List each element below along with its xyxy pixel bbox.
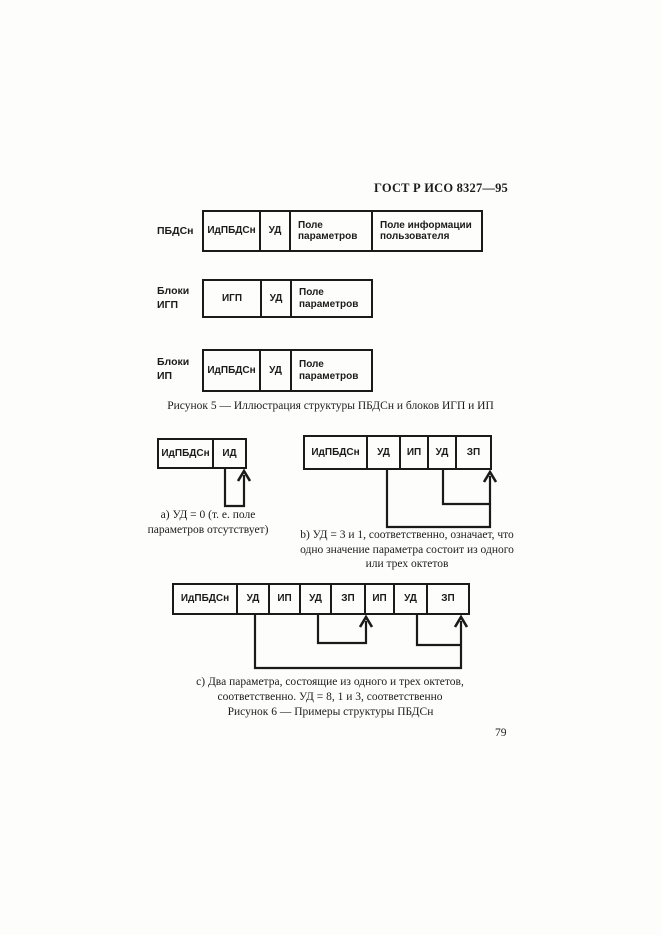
- cell-idpbdsn: ИдПБДСн: [204, 351, 261, 390]
- bracket-line: [255, 614, 461, 668]
- bracket-line: [443, 469, 490, 504]
- diagram-ip-blocks: [202, 349, 373, 392]
- bracket-line: [417, 614, 461, 645]
- page-number: 79: [495, 727, 507, 739]
- diagram-pbdsn: [202, 210, 483, 252]
- up-arrowhead-icon: [455, 617, 467, 627]
- figure6-caption: Рисунок 6 — Примеры структуры ПБДСн: [227, 706, 434, 718]
- up-arrowhead-icon: [360, 617, 372, 627]
- caption-line: с) Два параметра, состоящие из одного и трех октетов,: [196, 676, 464, 688]
- caption-line: или трех октетов: [365, 558, 449, 571]
- cell-zp: ЗП: [441, 593, 455, 605]
- caption-line: b) УД = 3 и 1, соответственно, означает, что: [300, 529, 514, 541]
- cell-parameter-field: Поле параметров: [291, 212, 373, 250]
- caption-line: параметров отсутствует): [147, 523, 269, 536]
- row-label-igp-blocks: Блоки ИГП: [157, 285, 190, 312]
- caption-line: соответственно. УД = 8, 1 и 3, соответственно: [217, 690, 443, 703]
- cell-idpbdsn: ИдПБДСн: [159, 440, 214, 467]
- cell-id: ИД: [222, 447, 237, 459]
- row-label-pbdsn: ПБДСн: [157, 225, 194, 237]
- cell-idpbdsn: ИдПБДСн: [174, 585, 238, 613]
- cell-idpbdsn: ИдПБДСн: [204, 212, 261, 250]
- cell-ud: УД: [261, 212, 291, 250]
- standard-number-header: ГОСТ Р ИСО 8327—95: [374, 181, 508, 195]
- cell-ud: УД: [395, 585, 428, 613]
- cell-ud: УД: [261, 351, 292, 390]
- cell-ip: ИП: [366, 585, 395, 613]
- diagram-a-caption: [133, 508, 283, 537]
- cell-ud: УД: [368, 437, 401, 468]
- cell-zp: ЗП: [466, 446, 481, 458]
- figure5-caption: Рисунок 5 — Иллюстрация структуры ПБДСн и блоков ИГП и ИП: [167, 400, 494, 412]
- diagram-c-caption: [150, 675, 510, 704]
- cell-user-info-field: Поле информации пользователя: [380, 219, 472, 242]
- cell-ip: ИП: [401, 437, 429, 468]
- loop-arrow-line: [225, 467, 244, 506]
- cell-zp: ЗП: [332, 585, 366, 613]
- caption-line: а) УД = 0 (т. е. поле: [160, 509, 256, 521]
- bracket-line: [387, 469, 490, 527]
- cell-ud: УД: [301, 585, 332, 613]
- diagram-b: [303, 435, 492, 470]
- up-arrowhead-icon: [484, 472, 496, 482]
- caption-line: одно значение параметра состоит из одного: [300, 543, 514, 556]
- diagram-a: [157, 438, 247, 469]
- diagram-c: [172, 583, 470, 615]
- diagram-igp-blocks: [202, 279, 373, 318]
- cell-igp: ИГП: [204, 281, 262, 316]
- row-label-ip-blocks: Блоки ИП: [157, 356, 190, 383]
- cell-parameter-field: Поле параметров: [299, 359, 359, 382]
- bracket-line: [318, 614, 366, 643]
- cell-ud: УД: [262, 281, 292, 316]
- diagram-b-caption: [287, 528, 527, 572]
- cell-ud: УД: [429, 437, 457, 468]
- cell-ud: УД: [238, 585, 270, 613]
- cell-parameter-field: Поле параметров: [299, 287, 359, 310]
- up-arrowhead-icon: [238, 471, 250, 481]
- cell-ip: ИП: [270, 585, 301, 613]
- cell-idpbdsn: ИдПБДСн: [305, 437, 368, 468]
